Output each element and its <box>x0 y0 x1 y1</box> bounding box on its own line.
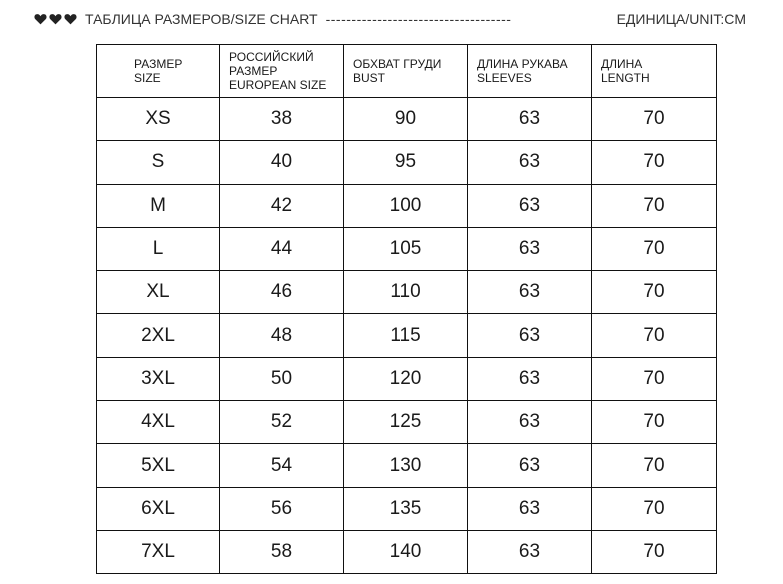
cell-length: 70 <box>592 530 717 573</box>
cell-sleeves: 63 <box>468 401 592 444</box>
cell-bust: 105 <box>344 227 468 270</box>
cell-length: 70 <box>592 141 717 184</box>
cell-sleeves: 63 <box>468 227 592 270</box>
cell-size: 4XL <box>97 401 220 444</box>
cell-russian-size: 48 <box>220 314 344 357</box>
column-header-line: BUST <box>353 71 386 85</box>
cell-sleeves: 63 <box>468 487 592 530</box>
cell-sleeves: 63 <box>468 271 592 314</box>
cell-bust: 135 <box>344 487 468 530</box>
dashed-divider: ------------------------------------ <box>325 11 512 27</box>
cell-russian-size: 38 <box>220 98 344 141</box>
cell-size: 3XL <box>97 357 220 400</box>
header-row <box>97 45 717 98</box>
cell-russian-size: 44 <box>220 227 344 270</box>
cell-size: XS <box>97 98 220 141</box>
table-row <box>97 401 717 444</box>
column-header-line: LENGTH <box>601 71 650 85</box>
cell-length: 70 <box>592 98 717 141</box>
cell-sleeves: 63 <box>468 98 592 141</box>
cell-russian-size: 50 <box>220 357 344 400</box>
cell-sleeves: 63 <box>468 184 592 227</box>
cell-bust: 90 <box>344 98 468 141</box>
column-header-line: SLEEVES <box>477 71 532 85</box>
cell-bust: 125 <box>344 401 468 444</box>
cell-length: 70 <box>592 401 717 444</box>
cell-bust: 110 <box>344 271 468 314</box>
column-header-line: ДЛИНА <box>601 57 643 71</box>
unit-label: ЕДИНИЦА/UNIT:CM <box>616 11 746 27</box>
cell-length: 70 <box>592 487 717 530</box>
cell-length: 70 <box>592 227 717 270</box>
column-header-line: ДЛИНА РУКАВА <box>477 57 568 71</box>
cell-russian-size: 46 <box>220 271 344 314</box>
cell-length: 70 <box>592 357 717 400</box>
cell-size: 7XL <box>97 530 220 573</box>
chart-title: ТАБЛИЦА РАЗМЕРОВ/SIZE CHART <box>85 11 318 27</box>
cell-length: 70 <box>592 271 717 314</box>
cell-sleeves: 63 <box>468 444 592 487</box>
cell-russian-size: 56 <box>220 487 344 530</box>
cell-length: 70 <box>592 444 717 487</box>
cell-size: 6XL <box>97 487 220 530</box>
table-row <box>97 227 717 270</box>
table-row <box>97 444 717 487</box>
table-row <box>97 184 717 227</box>
cell-length: 70 <box>592 184 717 227</box>
hearts-decoration <box>34 13 77 25</box>
cell-sleeves: 63 <box>468 530 592 573</box>
column-header-russian-size <box>220 45 344 98</box>
cell-bust: 120 <box>344 357 468 400</box>
table-row <box>97 98 717 141</box>
cell-bust: 95 <box>344 141 468 184</box>
column-header-line: ОБХВАТ ГРУДИ <box>353 57 442 71</box>
cell-russian-size: 58 <box>220 530 344 573</box>
cell-bust: 115 <box>344 314 468 357</box>
size-chart-table <box>96 44 717 574</box>
heart-icon <box>49 13 62 25</box>
column-header-length <box>592 45 717 98</box>
chart-header <box>34 10 746 28</box>
column-header-line: РАЗМЕР <box>134 57 183 71</box>
cell-size: L <box>97 227 220 270</box>
heart-icon <box>64 13 77 25</box>
cell-russian-size: 40 <box>220 141 344 184</box>
table-row <box>97 141 717 184</box>
heart-icon <box>34 13 47 25</box>
column-header-size <box>97 45 220 98</box>
column-header-line: EUROPEAN SIZE <box>229 78 327 92</box>
cell-sleeves: 63 <box>468 141 592 184</box>
cell-russian-size: 52 <box>220 401 344 444</box>
column-header-sleeves <box>468 45 592 98</box>
table-row <box>97 271 717 314</box>
table-row <box>97 357 717 400</box>
size-rows <box>97 98 717 574</box>
cell-size: XL <box>97 271 220 314</box>
column-header-line: SIZE <box>134 71 161 85</box>
cell-russian-size: 42 <box>220 184 344 227</box>
column-header-line: РОССИЙСКИЙ <box>229 50 314 64</box>
cell-size: 5XL <box>97 444 220 487</box>
cell-size: M <box>97 184 220 227</box>
column-header-bust <box>344 45 468 98</box>
cell-size: S <box>97 141 220 184</box>
cell-bust: 100 <box>344 184 468 227</box>
cell-length: 70 <box>592 314 717 357</box>
cell-sleeves: 63 <box>468 357 592 400</box>
cell-bust: 140 <box>344 530 468 573</box>
cell-russian-size: 54 <box>220 444 344 487</box>
table-row <box>97 487 717 530</box>
cell-bust: 130 <box>344 444 468 487</box>
table-row <box>97 530 717 573</box>
cell-sleeves: 63 <box>468 314 592 357</box>
cell-size: 2XL <box>97 314 220 357</box>
column-header-line: РАЗМЕР <box>229 64 278 78</box>
table-row <box>97 314 717 357</box>
